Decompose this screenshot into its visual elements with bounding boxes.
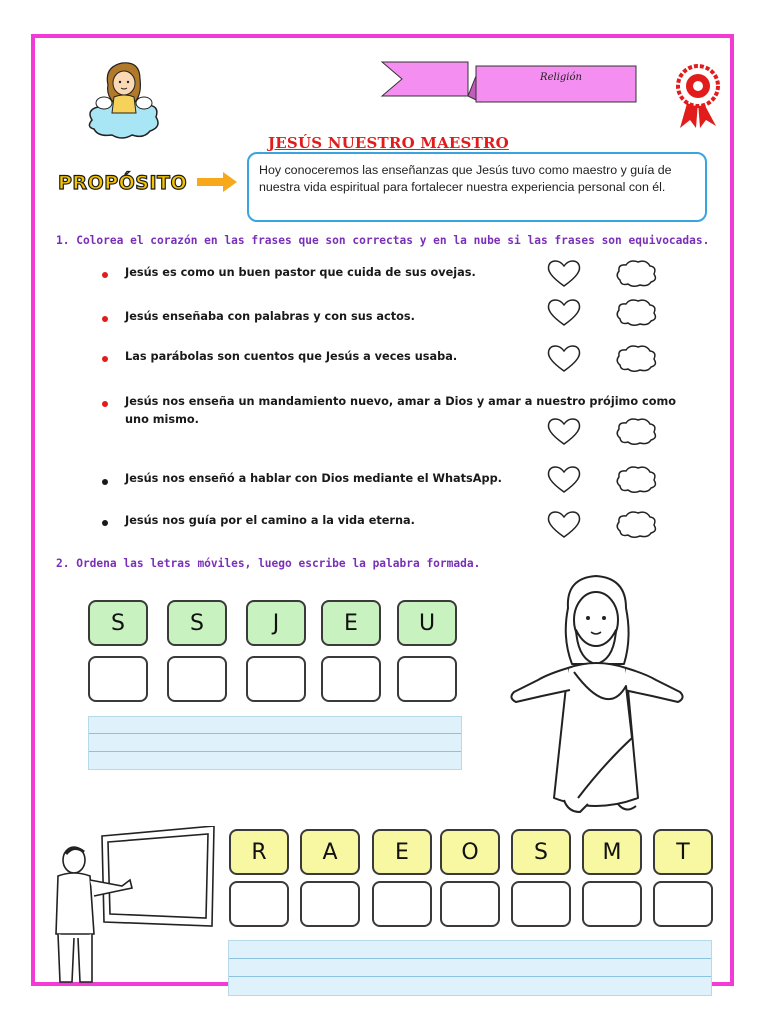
cloud-icon[interactable] — [614, 258, 658, 288]
letter-tile[interactable]: S — [167, 600, 227, 646]
heart-icon[interactable] — [546, 416, 582, 446]
intro-box: Hoy conoceremos las enseñanzas que Jesús tuvo como maestro y guía de nuestra vida espiritual para fortalecer nuestra experiencia personal con él. — [247, 152, 707, 222]
cloud-icon[interactable] — [614, 297, 658, 327]
heart-icon[interactable] — [546, 509, 582, 539]
letter-tile[interactable]: S — [88, 600, 148, 646]
bullet — [102, 316, 108, 322]
heart-icon[interactable] — [546, 297, 582, 327]
answer-box[interactable] — [397, 656, 457, 702]
subject-banner — [380, 58, 640, 108]
answer-box[interactable] — [167, 656, 227, 702]
letter-tile[interactable]: O — [440, 829, 500, 875]
question-2: 2. Ordena las letras móviles, luego escribe la palabra formada. — [56, 557, 481, 570]
statement-6: Jesús nos guía por el camino a la vida eterna. — [125, 514, 415, 527]
answer-box[interactable] — [229, 881, 289, 927]
statement-1: Jesús es como un buen pastor que cuida de sus ovejas. — [125, 266, 476, 279]
letter-tile[interactable]: R — [229, 829, 289, 875]
bullet — [102, 401, 108, 407]
statement-4: Jesús nos enseña un mandamiento nuevo, amar a Dios y amar a nuestro prójimo como uno mismo. — [125, 395, 677, 426]
writing-lines[interactable] — [228, 940, 712, 996]
letter-tile[interactable]: T — [653, 829, 713, 875]
letter-tile[interactable]: S — [511, 829, 571, 875]
subject-label: Religión — [540, 72, 582, 83]
answer-box[interactable] — [582, 881, 642, 927]
heart-icon[interactable] — [546, 464, 582, 494]
jesus-illustration — [508, 568, 688, 828]
answer-box[interactable] — [300, 881, 360, 927]
answer-box[interactable] — [88, 656, 148, 702]
answer-box[interactable] — [440, 881, 500, 927]
answer-box[interactable] — [511, 881, 571, 927]
question-1: 1. Colorea el corazón en las frases que son correctas y en la nube si las frases son equivocadas. — [56, 234, 710, 247]
letter-tile[interactable]: A — [300, 829, 360, 875]
letter-tile[interactable]: J — [246, 600, 306, 646]
bullet — [102, 520, 108, 526]
answer-box[interactable] — [246, 656, 306, 702]
statement-5: Jesús nos enseñó a hablar con Dios mediante el WhatsApp. — [125, 472, 502, 485]
answer-box[interactable] — [321, 656, 381, 702]
answer-box[interactable] — [653, 881, 713, 927]
statement-2: Jesús enseñaba con palabras y con sus actos. — [125, 310, 415, 323]
proposito-label: PROPÓSITO — [58, 172, 188, 194]
cloud-icon[interactable] — [614, 509, 658, 539]
writing-lines[interactable] — [88, 716, 462, 770]
arrow-right-icon — [195, 170, 239, 194]
heart-icon[interactable] — [546, 343, 582, 373]
letter-tile[interactable]: E — [372, 829, 432, 875]
bullet — [102, 356, 108, 362]
cloud-icon[interactable] — [614, 416, 658, 446]
cloud-icon[interactable] — [614, 464, 658, 494]
answer-box[interactable] — [372, 881, 432, 927]
rosette-icon — [672, 60, 724, 130]
angel-on-cloud-icon — [84, 55, 164, 140]
bullet — [102, 272, 108, 278]
statement-3: Las parábolas son cuentos que Jesús a veces usaba. — [125, 350, 458, 363]
page-title: JESÚS NUESTRO MAESTRO — [268, 134, 509, 152]
bullet — [102, 479, 108, 485]
letter-tile[interactable]: M — [582, 829, 642, 875]
teacher-illustration — [44, 826, 224, 986]
heart-icon[interactable] — [546, 258, 582, 288]
letter-tile[interactable]: E — [321, 600, 381, 646]
cloud-icon[interactable] — [614, 343, 658, 373]
letter-tile[interactable]: U — [397, 600, 457, 646]
